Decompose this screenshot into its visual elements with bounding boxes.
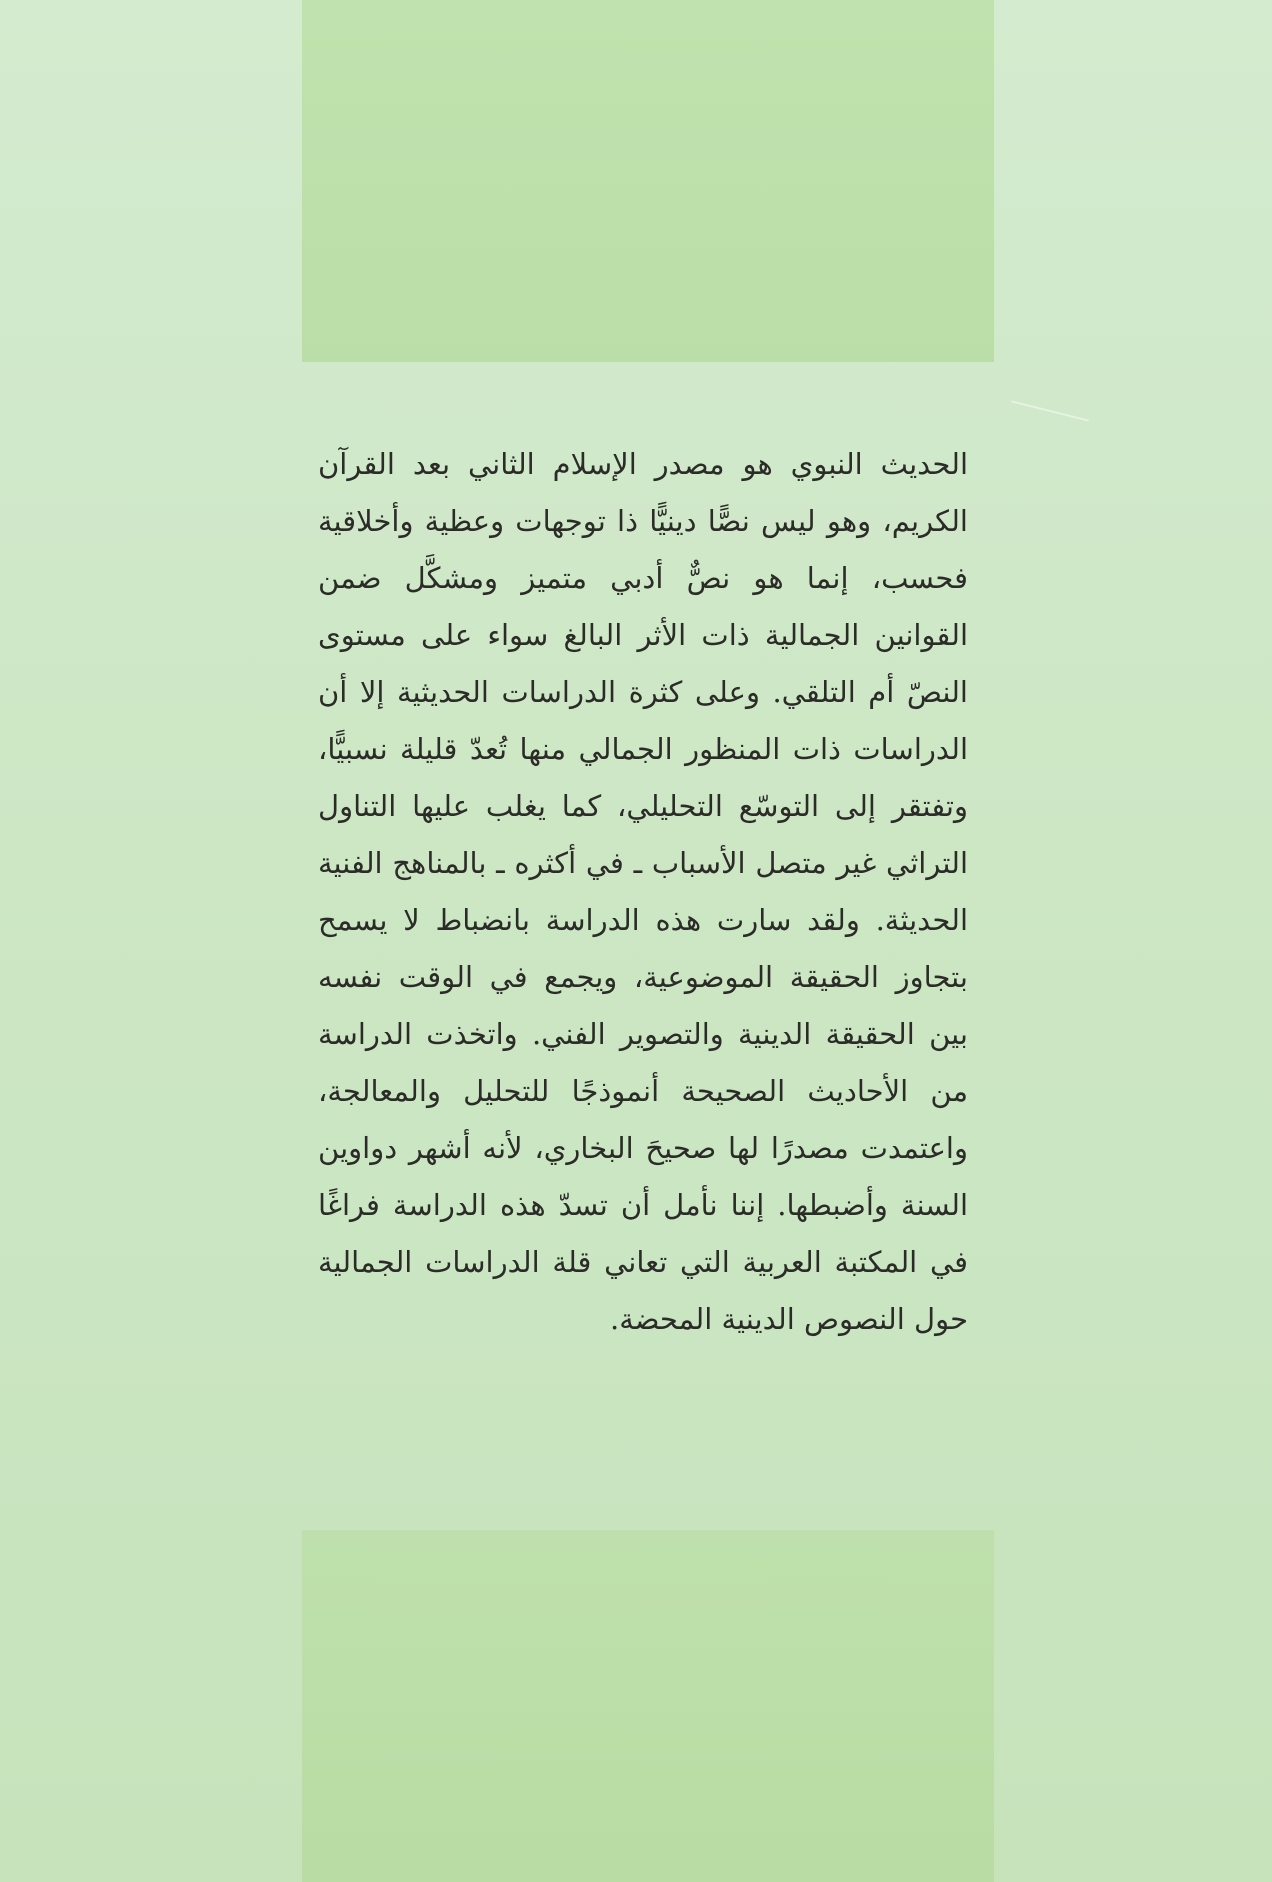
scratch-mark xyxy=(1011,400,1089,421)
back-cover-blurb: الحديث النبوي هو مصدر الإسلام الثاني بعد القرآن الكريم، وهو ليس نصًّا دينيًّا ذا توجهات وعظية وأخلاقية فحسب، إنما هو نصٌّ أدبي متميز ومشكَّل ضمن القوانين الجمالية ذات الأثر البالغ سواء على مستوى النصّ أم التلقي. وعلى كثرة الدراسات الحديثية إلا أن الدراسات ذات المنظور الجمالي منها تُعدّ قليلة نسبيًّا، وتفتقر إلى التوسّع التحليلي، كما يغلب عليها التناول التراثي غير متصل الأسباب ـ في أكثره ـ بالمناهج الفنية الحديثة. ولقد سارت هذه الدراسة بانضباط لا يسمح بتجاوز الحقيقة الموضوعية، ويجمع في الوقت نفسه بين الحقيقة الدينية والتصوير الفني. واتخذت الدراسة من الأحاديث الصحيحة أنموذجًا للتحليل والمعالجة، واعتمدت مصدرًا لها صحيحَ البخاري، لأنه أشهر دواوين السنة وأضبطها. إننا نأمل أن تسدّ هذه الدراسة فراغًا في المكتبة العربية التي تعاني قلة الدراسات الجمالية حول النصوص الدينية المحضة. xyxy=(318,447,968,1336)
bottom-decorative-panel xyxy=(302,1530,994,1882)
top-decorative-panel xyxy=(302,0,994,362)
